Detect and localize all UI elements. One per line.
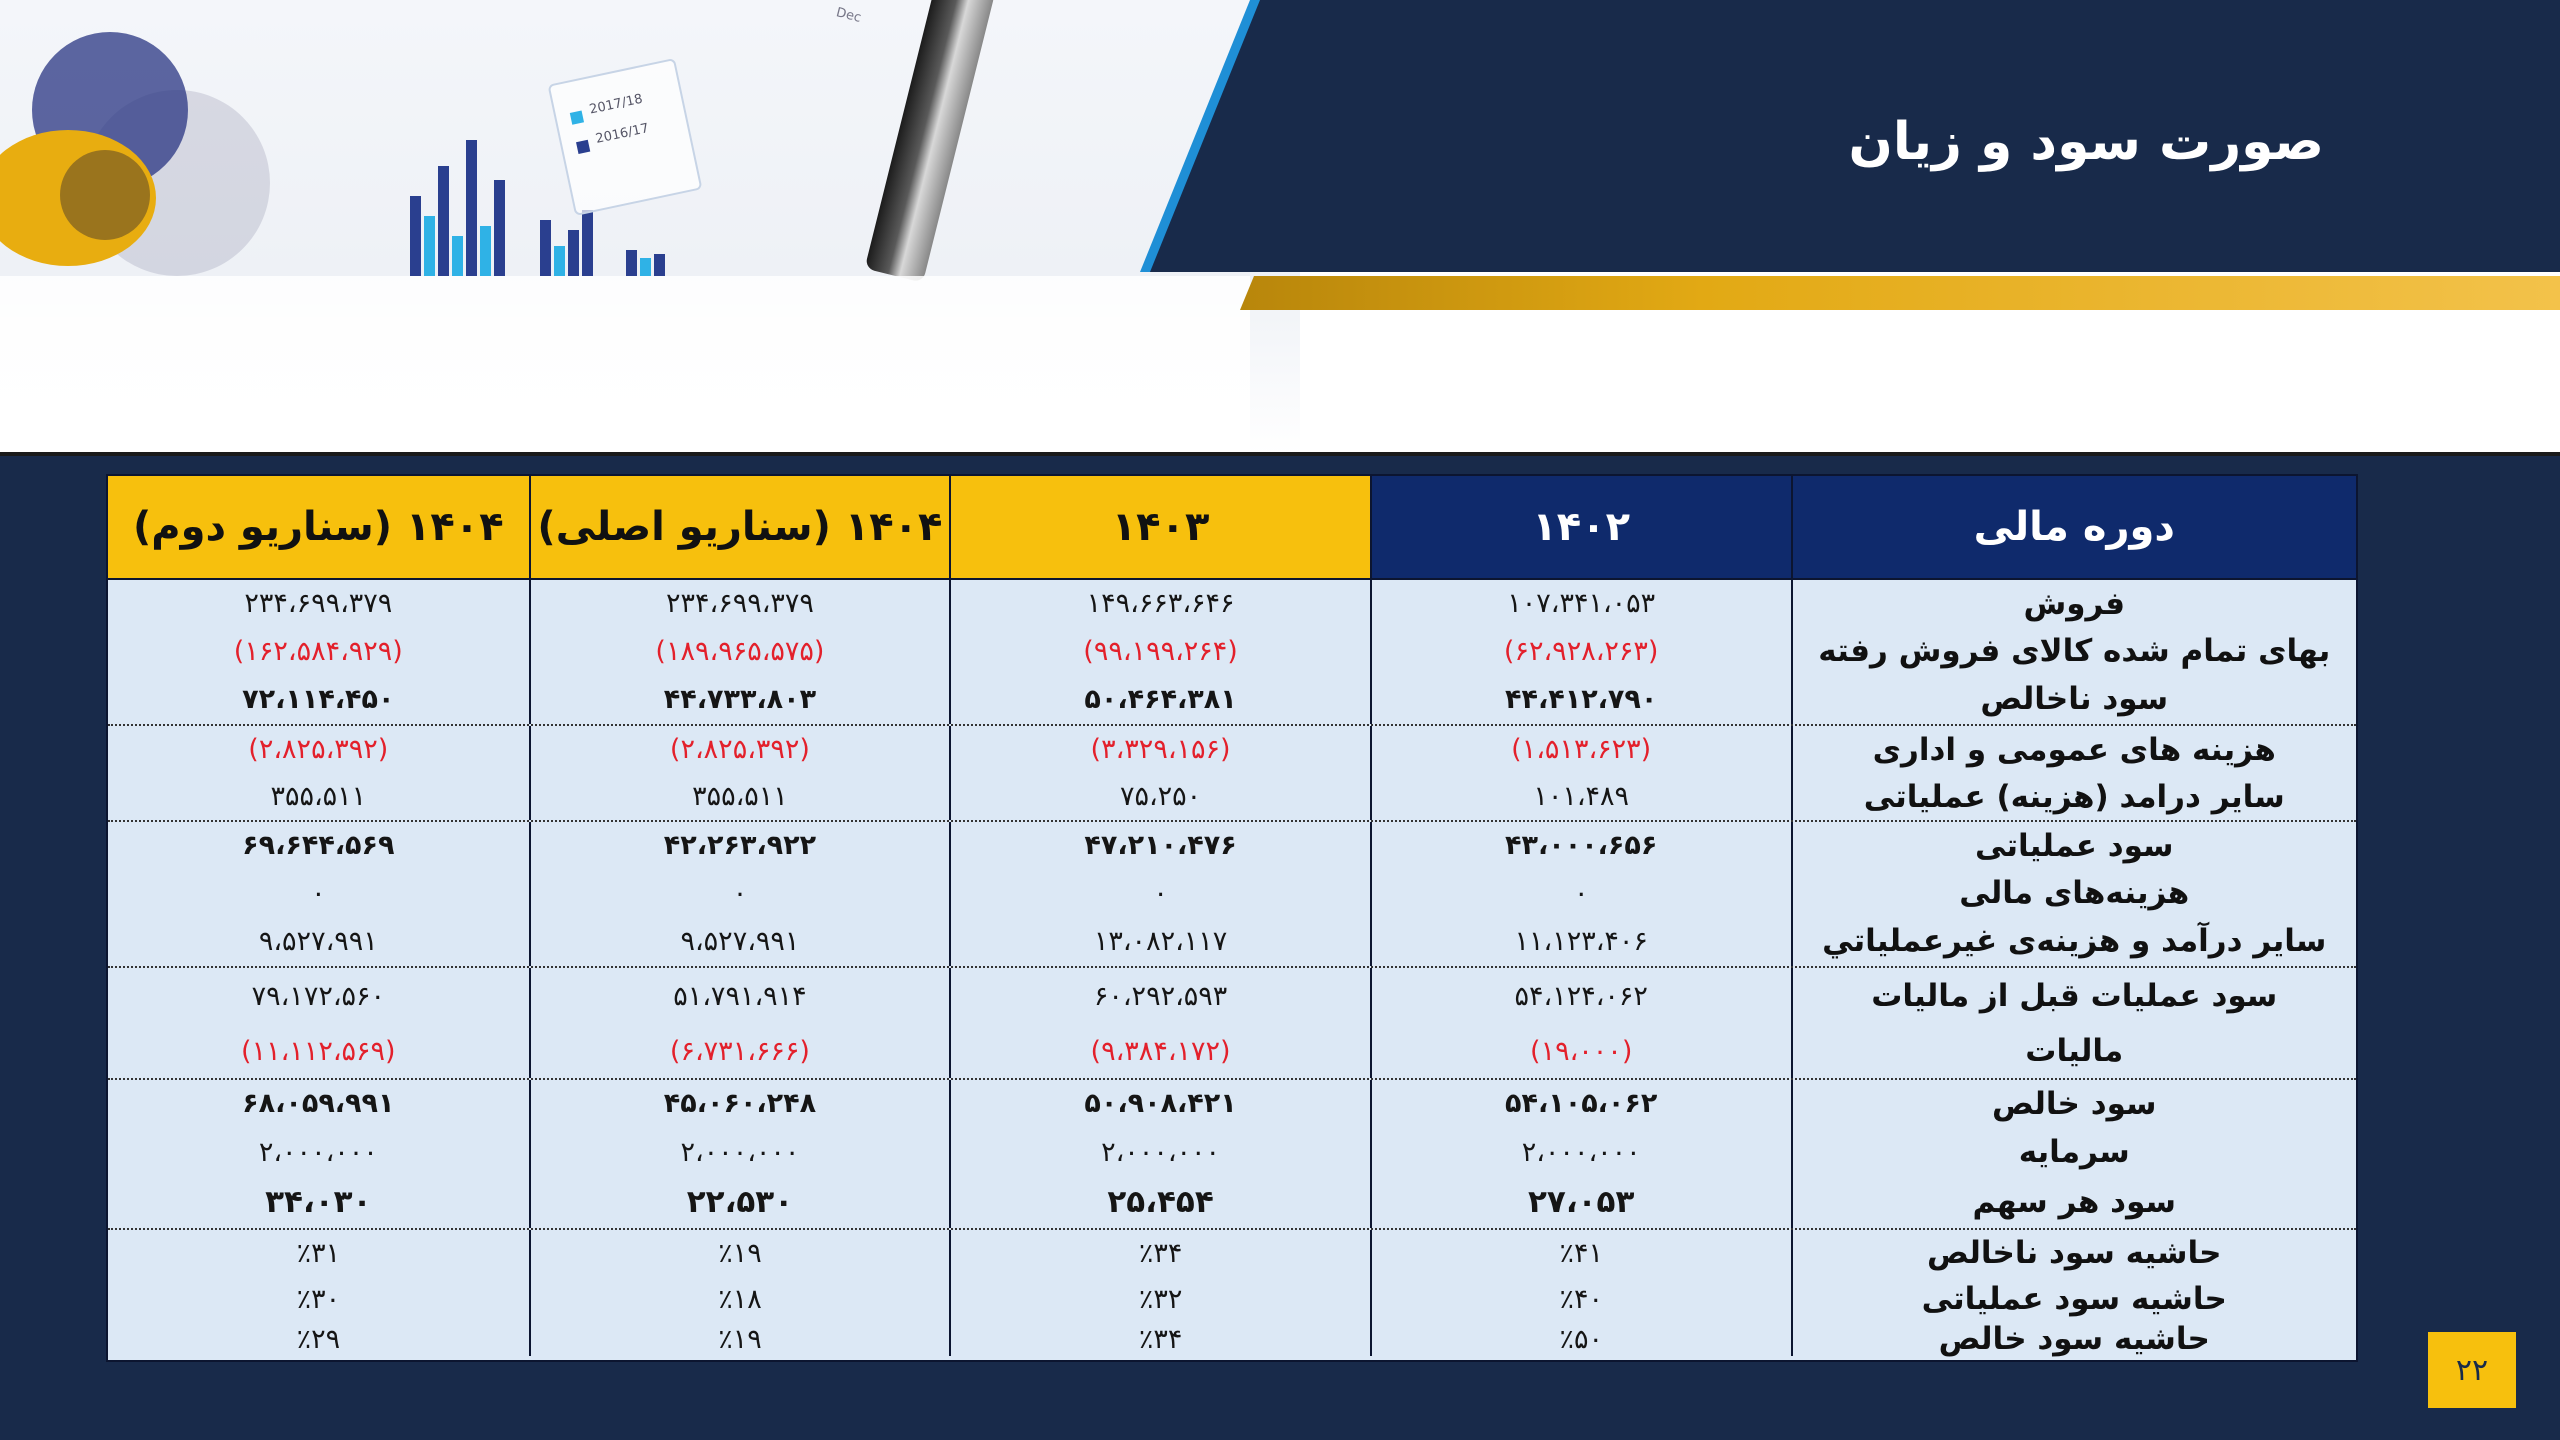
value-cell <box>949 580 1370 724</box>
decor-bar <box>410 196 421 276</box>
cell-value: ۳۵۵،۵۱۱ <box>692 781 788 812</box>
value-cell <box>1370 1080 1791 1228</box>
cell-value: (۹۹،۱۹۹،۲۶۴) <box>1083 635 1238 667</box>
cell-value: (۱۱،۱۱۲،۵۶۹) <box>241 1035 396 1067</box>
cell-value: ۴۲،۲۶۳،۹۲۲ <box>663 830 817 862</box>
decor-bar <box>438 166 449 276</box>
table-row-group <box>108 726 2356 822</box>
header-rule <box>0 452 2560 456</box>
value-cell <box>529 580 950 724</box>
cell-value: ٪۱۸ <box>718 1283 762 1315</box>
row-label: سود ناخالص <box>1980 681 2169 718</box>
value-cell <box>108 1080 529 1228</box>
row-label: هزینه های عمومی و اداری <box>1872 731 2276 768</box>
cell-value: ۱۴۹،۶۶۳،۶۴۶ <box>1086 588 1235 620</box>
cell-value: ۱۰۱،۴۸۹ <box>1533 781 1630 812</box>
decor-bar <box>640 258 651 276</box>
cell-value: ۲،۰۰۰،۰۰۰ <box>1521 1136 1641 1168</box>
cell-value: ۲،۰۰۰،۰۰۰ <box>680 1136 800 1168</box>
cell-value: ٪۳۴ <box>1138 1237 1183 1269</box>
value-cell <box>529 968 950 1078</box>
table-row-group <box>108 1230 2356 1356</box>
row-label: حاشیه سود عملیاتی <box>1921 1281 2227 1317</box>
table-row-group <box>108 1080 2356 1230</box>
row-label-cell <box>1791 822 2357 966</box>
cell-value: ۲۷،۰۵۳ <box>1528 1184 1635 1221</box>
cell-value: ۴۴،۷۳۳،۸۰۳ <box>663 683 817 715</box>
cell-value: (۱۹،۰۰۰) <box>1530 1035 1633 1067</box>
cell-value: ۵۰،۴۶۴،۳۸۱ <box>1084 683 1237 715</box>
value-cell <box>108 1230 529 1356</box>
decor-corner-label: Dec <box>834 5 863 26</box>
cell-value: ٪۴۰ <box>1559 1283 1603 1315</box>
row-label: سایر درآمد و هزینه‌ی غیرعملیاتي <box>1822 923 2327 960</box>
cell-value: ٪۲۹ <box>296 1323 341 1355</box>
cell-value: (۱۶۲،۵۸۴،۹۲۹) <box>233 635 403 667</box>
cell-value: ۰ <box>1573 877 1589 909</box>
value-cell <box>949 968 1370 1078</box>
cell-value: ۵۱،۷۹۱،۹۱۴ <box>673 980 807 1012</box>
legend-label: 2016/17 <box>594 121 651 147</box>
table-row-group <box>108 968 2356 1080</box>
decor-white-band <box>0 276 1250 456</box>
header-1404-main: ۱۴۰۴ (سناریو اصلی) <box>529 476 950 578</box>
legend-swatch-cyan <box>570 110 584 124</box>
value-cell <box>1370 822 1791 966</box>
cell-value: ۷۹،۱۷۲،۵۶۰ <box>251 980 386 1012</box>
cell-value: ۵۴،۱۲۴،۰۶۲ <box>1514 980 1648 1012</box>
income-statement-table <box>106 474 2358 1362</box>
cell-value: (۶،۷۳۱،۶۶۶) <box>669 1035 810 1067</box>
decor-bar <box>540 220 551 276</box>
cell-value: ۱۰۷،۳۴۱،۰۵۳ <box>1507 588 1656 620</box>
cell-value: ٪۳۰ <box>296 1283 341 1315</box>
cell-value: ٪۳۱ <box>296 1237 341 1269</box>
cell-value: ۶۰،۲۹۲،۵۹۳ <box>1093 980 1228 1012</box>
header-1403: ۱۴۰۳ <box>949 476 1370 578</box>
header-financial-period: دوره مالی <box>1791 476 2357 578</box>
decor-circle-overlap <box>60 150 150 240</box>
header-1402: ۱۴۰۲ <box>1370 476 1791 578</box>
table-row-group <box>108 580 2356 726</box>
row-label-cell <box>1791 580 2357 724</box>
decor-bar <box>466 140 477 276</box>
cell-value: ۱۱،۱۲۳،۴۰۶ <box>1514 925 1648 957</box>
value-cell <box>1370 726 1791 820</box>
value-cell <box>1370 1230 1791 1356</box>
cell-value: ۴۳،۰۰۰،۶۵۶ <box>1505 830 1658 862</box>
value-cell <box>108 822 529 966</box>
page-number: ۲۲ <box>2428 1332 2516 1408</box>
value-cell <box>108 968 529 1078</box>
cell-value: ٪۱۹ <box>718 1323 762 1355</box>
row-label: سایر درامد (هزینه) عملیاتی <box>1863 778 2285 815</box>
row-label: سود عملیات قبل از مالیات <box>1871 978 2278 1015</box>
row-label: حاشیه سود خالص <box>1938 1321 2210 1357</box>
value-cell <box>949 822 1370 966</box>
cell-value: ۲۳۴،۶۹۹،۳۷۹ <box>244 588 393 620</box>
value-cell <box>108 580 529 724</box>
value-cell <box>1370 580 1791 724</box>
row-label: سود عملیاتی <box>1974 827 2174 864</box>
value-cell <box>949 1080 1370 1228</box>
cell-value: ۴۵،۰۶۰،۲۴۸ <box>663 1088 817 1120</box>
decor-bar <box>582 210 593 276</box>
cell-value: ۳۴،۰۳۰ <box>265 1184 372 1221</box>
row-label: حاشیه سود ناخالص <box>1926 1235 2222 1271</box>
value-cell <box>949 1230 1370 1356</box>
cell-value: ۴۷،۲۱۰،۴۷۶ <box>1084 830 1237 862</box>
cell-value: ۱۳،۰۸۲،۱۱۷ <box>1093 925 1228 957</box>
cell-value: ۷۵،۲۵۰ <box>1119 781 1202 812</box>
cell-value: ۵۰،۹۰۸،۴۲۱ <box>1084 1088 1237 1120</box>
cell-value: ۲،۰۰۰،۰۰۰ <box>258 1136 378 1168</box>
row-label: مالیات <box>2025 1033 2124 1070</box>
table-header-row <box>108 476 2356 580</box>
decor-bar <box>424 216 435 276</box>
cell-value: ٪۳۴ <box>1138 1323 1183 1355</box>
slide-title: صورت سود و زیان <box>1848 112 2324 172</box>
row-label: فروش <box>2023 585 2126 622</box>
header-1404-alt: ۱۴۰۴ (سناریو دوم) <box>108 476 529 578</box>
decor-gold-stripe <box>1240 276 2560 310</box>
value-cell <box>1370 968 1791 1078</box>
row-label: سرمایه <box>2018 1134 2130 1171</box>
cell-value: (۲،۸۲۵،۳۹۲) <box>248 734 389 765</box>
value-cell <box>529 1080 950 1228</box>
value-cell <box>529 822 950 966</box>
row-label-cell <box>1791 968 2357 1078</box>
table-body <box>108 580 2356 1360</box>
decor-bar <box>452 236 463 276</box>
legend-label: 2017/18 <box>588 91 645 118</box>
cell-value: (۱،۵۱۳،۶۲۳) <box>1511 734 1652 765</box>
cell-value: ۶۸،۰۵۹،۹۹۱ <box>242 1088 395 1120</box>
cell-value: ۲۲،۵۳۰ <box>686 1184 794 1221</box>
row-label-cell <box>1791 1230 2357 1356</box>
decor-bar <box>568 230 579 276</box>
cell-value: (۹،۳۸۴،۱۷۲) <box>1090 1035 1231 1067</box>
legend-swatch-navy <box>576 140 590 154</box>
cell-value: (۲،۸۲۵،۳۹۲) <box>669 734 810 765</box>
row-label-cell <box>1791 726 2357 820</box>
cell-value: ۲۵،۴۵۴ <box>1107 1184 1214 1221</box>
slide-header <box>0 0 2560 456</box>
decor-bar <box>654 254 665 276</box>
cell-value: ٪۴۱ <box>1559 1237 1603 1269</box>
decor-bar <box>626 250 637 276</box>
decor-pen <box>865 0 996 283</box>
cell-value: (۳،۳۲۹،۱۵۶) <box>1090 734 1231 765</box>
cell-value: ۰ <box>732 877 748 909</box>
cell-value: ۵۴،۱۰۵،۰۶۲ <box>1505 1088 1658 1120</box>
cell-value: ۳۵۵،۵۱۱ <box>270 781 367 812</box>
cell-value: (۱۸۹،۹۶۵،۵۷۵) <box>655 635 825 667</box>
cell-value: ۹،۵۲۷،۹۹۱ <box>258 925 378 957</box>
decor-bar <box>554 246 565 276</box>
value-cell <box>529 1230 950 1356</box>
table-row-group <box>108 822 2356 968</box>
cell-value: ٪۵۰ <box>1559 1323 1603 1355</box>
decor-bar <box>480 226 491 276</box>
cell-value: ٪۳۲ <box>1138 1283 1183 1315</box>
cell-value: ۴۴،۴۱۲،۷۹۰ <box>1505 683 1658 715</box>
cell-value: ٪۱۹ <box>718 1237 762 1269</box>
cell-value: ۰ <box>311 877 326 909</box>
row-label: سود خالص <box>1991 1085 2157 1122</box>
decor-legend-bubble <box>547 58 702 216</box>
value-cell <box>108 726 529 820</box>
cell-value: (۶۲،۹۲۸،۲۶۳) <box>1503 635 1659 667</box>
row-label-cell <box>1791 1080 2357 1228</box>
cell-value: ۶۹،۶۴۴،۵۶۹ <box>242 830 395 862</box>
cell-value: ۲۳۴،۶۹۹،۳۷۹ <box>665 588 814 620</box>
value-cell <box>949 726 1370 820</box>
decor-bar <box>494 180 505 276</box>
row-label: سود هر سهم <box>1972 1184 2176 1221</box>
cell-value: ۹،۵۲۷،۹۹۱ <box>680 925 800 957</box>
cell-value: ۷۲،۱۱۴،۴۵۰ <box>242 683 395 715</box>
value-cell <box>529 726 950 820</box>
cell-value: ۲،۰۰۰،۰۰۰ <box>1101 1136 1221 1168</box>
cell-value: ۰ <box>1153 877 1168 909</box>
row-label: بهای تمام شده کالای فروش رفته <box>1818 633 2331 670</box>
row-label: هزینه‌های مالی <box>1959 875 2190 912</box>
